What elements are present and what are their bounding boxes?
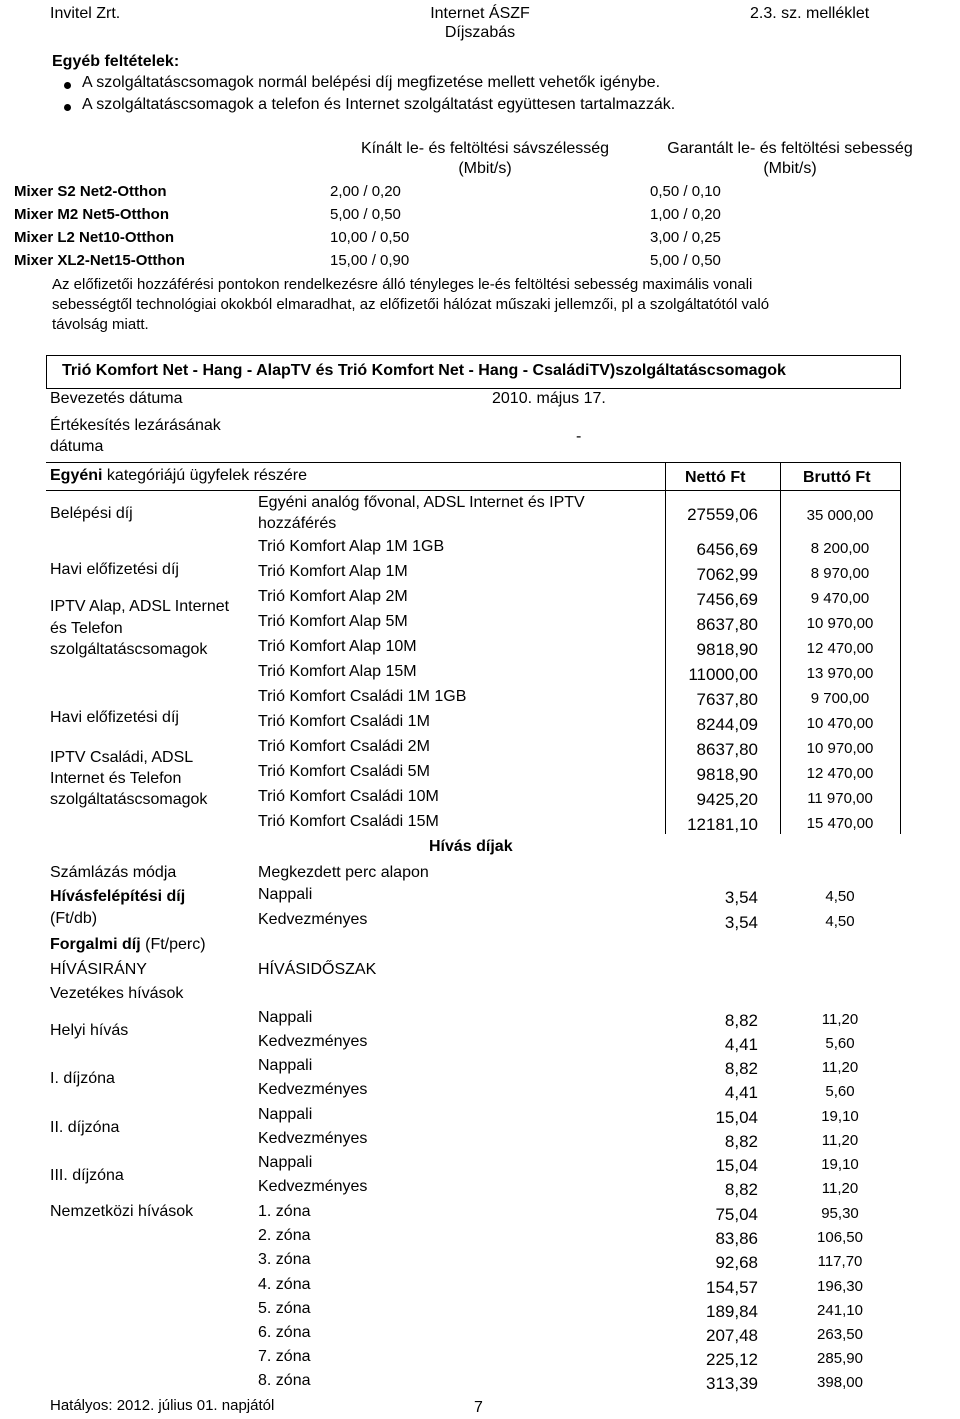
column-rule [780, 462, 781, 834]
zone-row-name: Kedvezményes [258, 1081, 368, 1098]
alap-row-net: 11000,00 [688, 665, 758, 684]
setup-row-net: 3,54 [724, 888, 758, 907]
close-date-value: - [576, 428, 582, 445]
csal-row-name: Trió Komfort Családi 2M [258, 738, 430, 755]
intl-row-net: 83,86 [715, 1229, 758, 1249]
alap-row-gross: 8 200,00 [810, 540, 870, 557]
direction-label: HÍVÁSIRÁNY [50, 961, 147, 978]
intl-row-gross: 398,00 [817, 1374, 863, 1392]
alap-row-net: 7456,69 [696, 590, 758, 609]
alap-label: szolgáltatáscsomagok [50, 641, 208, 658]
speed-col-guaranteed-unit: (Mbit/s) [763, 160, 817, 177]
csal-row-net: 9818,90 [696, 765, 758, 784]
zone-row-net: 8,82 [724, 1132, 758, 1151]
csal-row-gross: 15 470,00 [806, 815, 874, 832]
csal-row-gross: 12 470,00 [806, 765, 874, 782]
csal-row-name: Trió Komfort Családi 1M [258, 713, 430, 730]
wired-calls-label: Vezetékes hívások [50, 985, 184, 1002]
zone-row-name: Nappali [258, 1106, 313, 1123]
intl-row-net: 154,57 [706, 1277, 758, 1297]
zone-row-gross: 5,60 [825, 1035, 855, 1052]
speed-row-guaranteed: 5,00 / 0,50 [650, 252, 721, 269]
setup-row-name: Kedvezményes [258, 911, 368, 928]
csal-row-net: 8637,80 [696, 740, 758, 759]
category-bold: Egyéni [50, 467, 103, 484]
alap-row-name: Trió Komfort Alap 2M [258, 588, 408, 605]
condition-item: A szolgáltatáscsomagok normál belépési díj megfizetése mellett vehetők igénybe. [82, 74, 661, 91]
alap-row-gross: 9 470,00 [810, 590, 870, 607]
intl-row-name: 8. zóna [258, 1372, 311, 1390]
condition-item: A szolgáltatáscsomagok a telefon és Internet szolgáltatást együttesen tartalmazzák. [82, 96, 676, 113]
intl-row-gross: 241,10 [817, 1301, 863, 1319]
intro-date-value: 2010. május 17. [492, 390, 606, 407]
zone-row-net: 15,04 [715, 1108, 758, 1127]
csal-label: IPTV Családi, ADSL [50, 749, 194, 766]
alap-row-name: Trió Komfort Alap 15M [258, 663, 417, 680]
zone-row-gross: 19,10 [821, 1156, 859, 1173]
section-divider [46, 490, 901, 491]
zone-row-name: Kedvezményes [258, 1033, 368, 1050]
zone-label: II. díjzóna [50, 1119, 120, 1136]
speed-row-offered: 2,00 / 0,20 [330, 183, 401, 200]
setup-row-gross: 4,50 [825, 888, 855, 905]
category-rest: kategóriájú ügyfelek részére [102, 467, 308, 484]
alap-row-gross: 13 970,00 [806, 665, 874, 682]
alap-row-name: Trió Komfort Alap 10M [258, 638, 417, 655]
traffic-fee-label [50, 936, 206, 954]
alap-row-gross: 10 970,00 [806, 615, 874, 632]
billing-label: Számlázás módja [50, 864, 177, 881]
csal-row-gross: 10 470,00 [806, 715, 874, 732]
csal-row-net: 9425,20 [696, 790, 758, 809]
calls-title: Hívás díjak [429, 838, 513, 855]
csal-label: szolgáltatáscsomagok [50, 791, 208, 808]
csal-row-net: 7637,80 [696, 690, 758, 709]
speed-note: Az előfizetői hozzáférési pontokon rendelkezésre álló tényleges le-és feltöltési sebesség maximális vonali [52, 276, 753, 293]
entry-fee-desc: Egyéni analóg fővonal, ADSL Internet és IPTV [258, 494, 585, 511]
zone-label: Helyi hívás [50, 1022, 129, 1039]
setup-fee-unit: (Ft/db) [50, 910, 98, 927]
zone-row-gross: 11,20 [821, 1059, 859, 1076]
entry-fee-net: 27559,06 [687, 505, 758, 524]
csal-row-net: 12181,10 [687, 815, 758, 834]
zone-row-gross: 11,20 [821, 1132, 859, 1149]
intl-row-gross: 263,50 [817, 1326, 863, 1343]
intl-row-gross: 106,50 [817, 1229, 863, 1247]
intl-row-name: 7. zóna [258, 1348, 311, 1366]
intl-row-gross: 285,90 [817, 1350, 863, 1368]
alap-row-gross: 8 970,00 [810, 565, 870, 582]
intl-row-net: 189,84 [706, 1301, 758, 1321]
zone-row-net: 15,04 [715, 1156, 758, 1175]
zone-row-net: 8,82 [724, 1011, 758, 1030]
csal-row-name: Trió Komfort Családi 5M [258, 763, 430, 780]
csal-row-name: Trió Komfort Családi 15M [258, 813, 439, 830]
speed-row-guaranteed: 1,00 / 0,20 [650, 206, 721, 223]
zone-row-net: 4,41 [724, 1083, 758, 1102]
speed-col-offered-unit: (Mbit/s) [458, 160, 512, 177]
zone-row-gross: 11,20 [821, 1180, 859, 1197]
entry-fee-label: Belépési díj [50, 505, 133, 522]
alap-label: és Telefon [50, 620, 123, 637]
intro-date-label: Bevezetés dátuma [50, 390, 183, 407]
csal-row-gross: 9 700,00 [810, 690, 870, 707]
intl-row-net: 225,12 [706, 1350, 758, 1370]
speed-row-name: Mixer S2 Net2-Otthon [14, 183, 167, 200]
header-annex: 2.3. sz. melléklet [750, 5, 870, 22]
speed-row-guaranteed: 0,50 / 0,10 [650, 183, 721, 200]
period-label: HÍVÁSIDŐSZAK [258, 961, 377, 978]
close-date-label: dátuma [50, 438, 104, 455]
setup-row-name: Nappali [258, 886, 313, 903]
page-number: 7 [474, 1399, 483, 1416]
alap-row-net: 9818,90 [696, 640, 758, 659]
intl-row-net: 313,39 [706, 1374, 758, 1394]
zone-row-name: Kedvezményes [258, 1130, 368, 1147]
csal-label: Havi előfizetési díj [50, 709, 179, 726]
csal-row-net: 8244,09 [696, 715, 758, 734]
zone-row-gross: 5,60 [825, 1083, 855, 1100]
entry-fee-desc: hozzáférés [258, 515, 337, 532]
billing-value: Megkezdett perc alapon [258, 864, 429, 881]
zone-row-name: Nappali [258, 1009, 313, 1026]
intl-row-gross: 117,70 [817, 1253, 863, 1271]
speed-row-offered: 15,00 / 0,90 [330, 252, 410, 269]
intl-row-net: 92,68 [715, 1253, 758, 1273]
intl-row-gross: 95,30 [821, 1205, 859, 1222]
intl-row-gross: 196,30 [817, 1277, 863, 1295]
csal-row-gross: 10 970,00 [806, 740, 874, 757]
entry-fee-gross: 35 000,00 [806, 507, 874, 524]
column-rule [900, 462, 901, 834]
intl-row-net: 75,04 [715, 1205, 758, 1224]
setup-fee-label: Hívásfelépítési díj [50, 888, 186, 905]
csal-row-name: Trió Komfort Családi 10M [258, 788, 439, 805]
speed-note: távolság miatt. [52, 316, 149, 333]
alap-row-name: Trió Komfort Alap 5M [258, 613, 408, 630]
zone-row-net: 8,82 [724, 1180, 758, 1199]
intl-row-name: 3. zóna [258, 1251, 311, 1269]
alap-row-name: Trió Komfort Alap 1M [258, 563, 408, 580]
alap-row-net: 6456,69 [696, 540, 758, 559]
intl-row-net: 207,48 [706, 1326, 758, 1345]
csal-label: Internet és Telefon [50, 770, 182, 787]
csal-row-gross: 11 970,00 [807, 790, 873, 807]
header-company: Invitel Zrt. [50, 5, 121, 22]
intl-row-name: 1. zóna [258, 1203, 311, 1220]
col-net-header: Nettó Ft [685, 469, 746, 486]
conditions-title: Egyéb feltételek: [52, 53, 180, 70]
csal-row-name: Trió Komfort Családi 1M 1GB [258, 688, 467, 705]
speed-col-offered-header: Kínált le- és feltöltési sávszélesség [360, 140, 610, 157]
alap-row-net: 7062,99 [696, 565, 758, 584]
trio-box-border [46, 355, 47, 388]
alap-row-name: Trió Komfort Alap 1M 1GB [258, 538, 445, 555]
trio-box-border [46, 388, 901, 389]
section-divider [46, 462, 901, 463]
trio-box-border [900, 355, 901, 388]
traffic-fee-unit: (Ft/perc) [140, 936, 206, 953]
alap-label: Havi előfizetési díj [50, 561, 179, 578]
alap-label: IPTV Alap, ADSL Internet [50, 598, 230, 615]
intl-row-name: 6. zóna [258, 1324, 311, 1341]
trio-title: Trió Komfort Net - Hang - AlapTV és Trió Komfort Net - Hang - CsaládiTV)szolgáltatáscsomagok [62, 362, 786, 379]
alap-row-net: 8637,80 [696, 615, 758, 634]
zone-label: I. díjzóna [50, 1070, 115, 1087]
intl-row-name: 4. zóna [258, 1275, 311, 1293]
speed-row-guaranteed: 3,00 / 0,25 [650, 229, 721, 246]
speed-col-guaranteed-header: Garantált le- és feltöltési sebesség [667, 140, 913, 157]
intl-row-name: 2. zóna [258, 1227, 311, 1245]
speed-row-name: Mixer M2 Net5-Otthon [14, 206, 170, 223]
speed-row-name: Mixer L2 Net10-Otthon [14, 229, 175, 246]
zone-row-name: Kedvezményes [258, 1178, 368, 1195]
header-doc-title: Internet ÁSZF [430, 5, 530, 22]
bullet-icon [64, 104, 71, 111]
intl-calls-label: Nemzetközi hívások [50, 1203, 194, 1220]
setup-row-gross: 4,50 [825, 913, 855, 930]
speed-row-offered: 5,00 / 0,50 [330, 206, 401, 223]
bullet-icon [64, 82, 71, 89]
speed-row-offered: 10,00 / 0,50 [330, 229, 410, 246]
category-heading [50, 467, 307, 485]
trio-box-border [46, 355, 901, 356]
speed-row-name: Mixer XL2-Net15-Otthon [14, 252, 185, 269]
zone-row-name: Nappali [258, 1154, 313, 1171]
zone-row-gross: 19,10 [821, 1108, 859, 1125]
intl-row-name: 5. zóna [258, 1299, 311, 1317]
zone-row-gross: 11,20 [821, 1011, 859, 1028]
zone-row-net: 4,41 [724, 1035, 758, 1054]
zone-row-net: 8,82 [724, 1059, 758, 1078]
zone-label: III. díjzóna [50, 1167, 124, 1184]
zone-row-name: Nappali [258, 1057, 313, 1074]
header-doc-subtitle: Díjszabás [444, 24, 516, 41]
alap-row-gross: 12 470,00 [806, 640, 874, 657]
close-date-label: Értékesítés lezárásának [50, 417, 221, 434]
traffic-fee-bold: Forgalmi díj [50, 936, 141, 953]
col-gross-header: Bruttó Ft [803, 469, 871, 486]
speed-note: sebességtől technológiai okokból elmaradhat, az előfizetői hálózat műszaki jellemzői, pl a szolgáltatótól való [52, 296, 770, 313]
setup-row-net: 3,54 [724, 913, 758, 932]
footer-effective-date: Hatályos: 2012. július 01. napjától [50, 1397, 275, 1414]
